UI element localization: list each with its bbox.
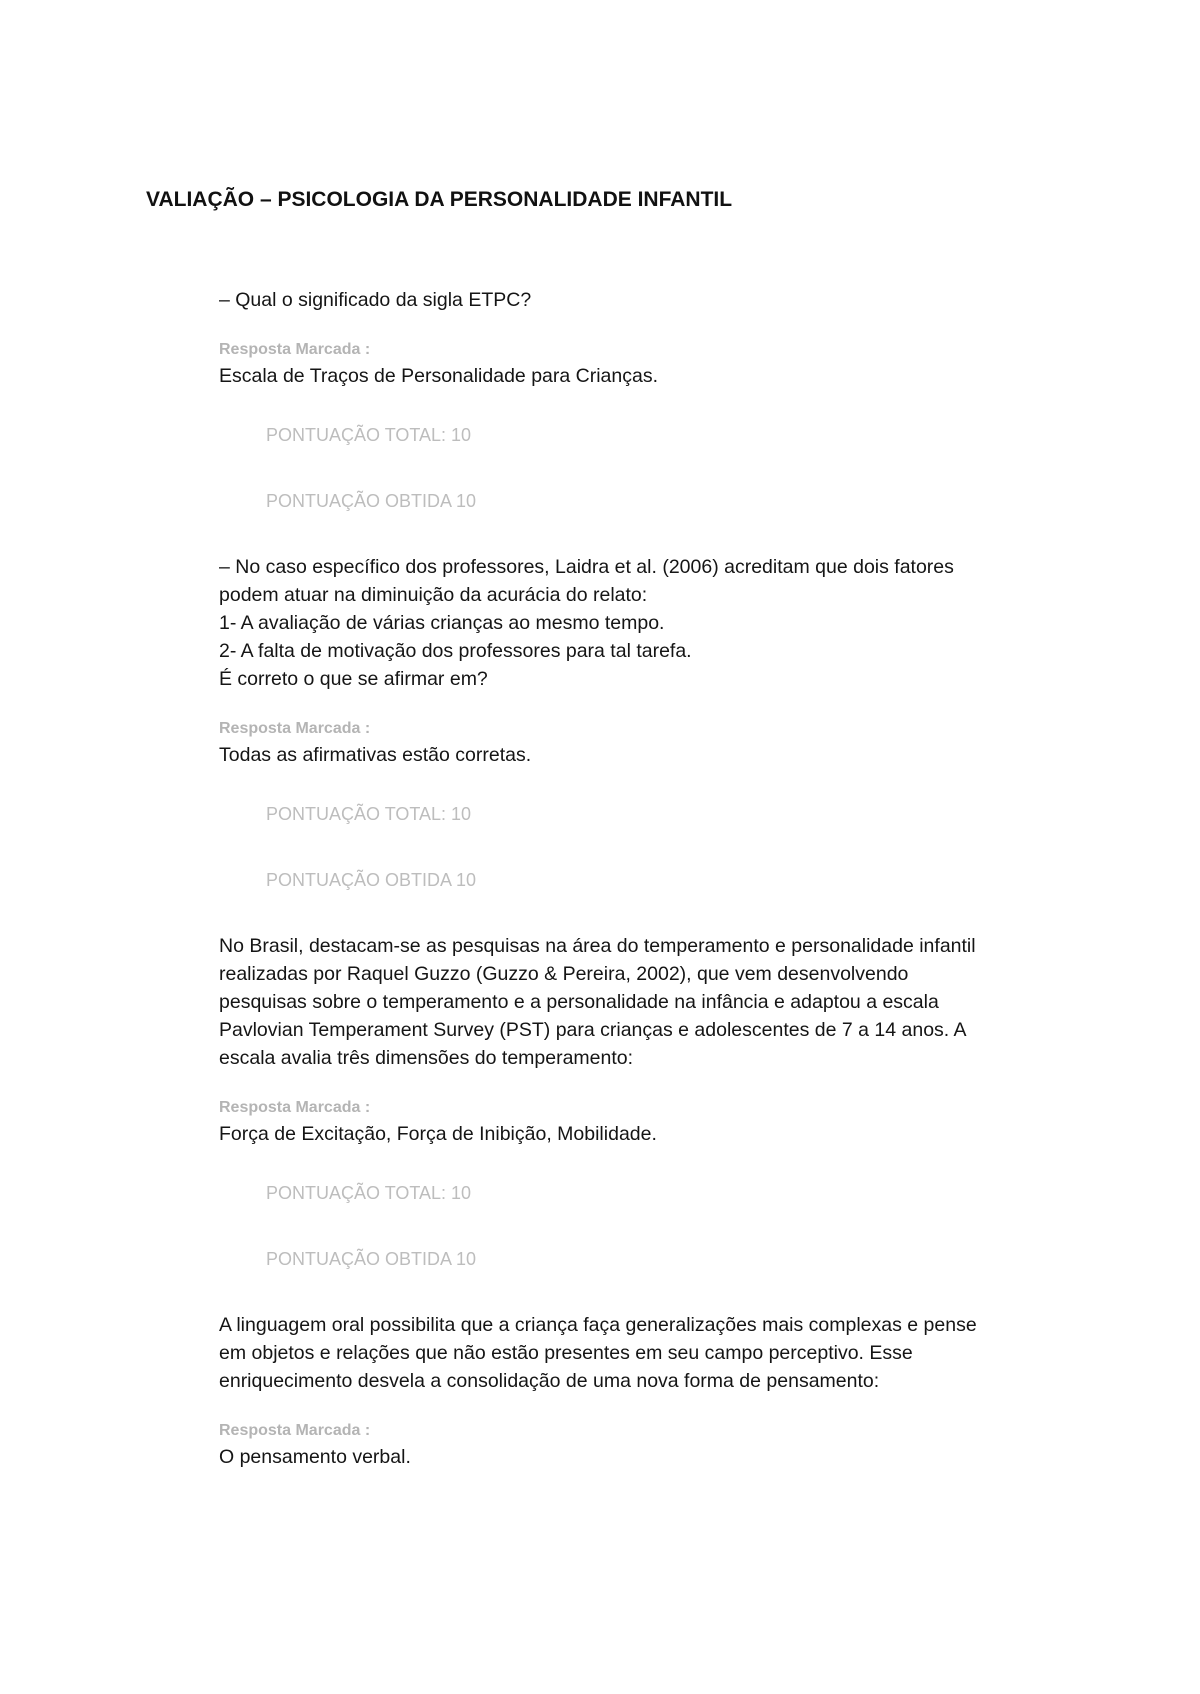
- score-obtained: PONTUAÇÃO OBTIDA 10: [266, 1249, 477, 1269]
- marked-answer: Escala de Traços de Personalidade para Crianças.: [219, 365, 658, 387]
- question-item: [219, 286, 1079, 513]
- score-total: PONTUAÇÃO TOTAL: 10: [266, 1183, 472, 1203]
- score-obtained: PONTUAÇÃO OBTIDA 10: [266, 870, 477, 890]
- answer-label: Resposta Marcada :: [219, 1422, 371, 1439]
- score-total: PONTUAÇÃO TOTAL: 10: [266, 425, 472, 445]
- marked-answer: Todas as afirmativas estão corretas.: [219, 744, 532, 766]
- marked-answer: Força de Excitação, Força de Inibição, Mobilidade.: [219, 1123, 657, 1145]
- answer-label: Resposta Marcada :: [219, 341, 371, 358]
- page-title: VALIAÇÃO – PSICOLOGIA DA PERSONALIDADE INFANTIL: [146, 188, 733, 211]
- question-text: No Brasil, destacam-se as pesquisas na área do temperamento e personalidade infantil realizadas por Raquel Guzzo (Guzzo & Pereira, 2002), que vem desenvolvendo pesquisas sobre o temperamento e a personalidade na infância e adaptou a escala Pavlovian Temperament Survey (PST) para crianças e adolescentes de 7 a 14 anos. A escala avalia três dimensões do temperamento:: [219, 935, 976, 1069]
- question-text: – No caso específico dos professores, Laidra et al. (2006) acreditam que dois fatores podem atuar na diminuição da acurácia do relato: 1- A avaliação de várias crianças ao mesmo tempo. 2- A falta de motivação dos professores para tal tarefa. É correto o que se afirmar em?: [219, 556, 954, 690]
- score-obtained: PONTUAÇÃO OBTIDA 10: [266, 491, 477, 511]
- question-text: A linguagem oral possibilita que a criança faça generalizações mais complexas e pense em objetos e relações que não estão presentes em seu campo perceptivo. Esse enriquecimento desvela a consolidação de uma nova forma de pensamento:: [219, 1314, 977, 1392]
- question-item: [219, 932, 1079, 1271]
- score-total: PONTUAÇÃO TOTAL: 10: [266, 804, 472, 824]
- answer-label: Resposta Marcada :: [219, 720, 371, 737]
- question-item: [219, 1311, 1079, 1471]
- question-text: – Qual o significado da sigla ETPC?: [219, 289, 532, 311]
- answer-label: Resposta Marcada :: [219, 1099, 371, 1116]
- question-list: [219, 286, 1079, 1471]
- marked-answer: O pensamento verbal.: [219, 1446, 411, 1468]
- question-item: [219, 553, 1079, 892]
